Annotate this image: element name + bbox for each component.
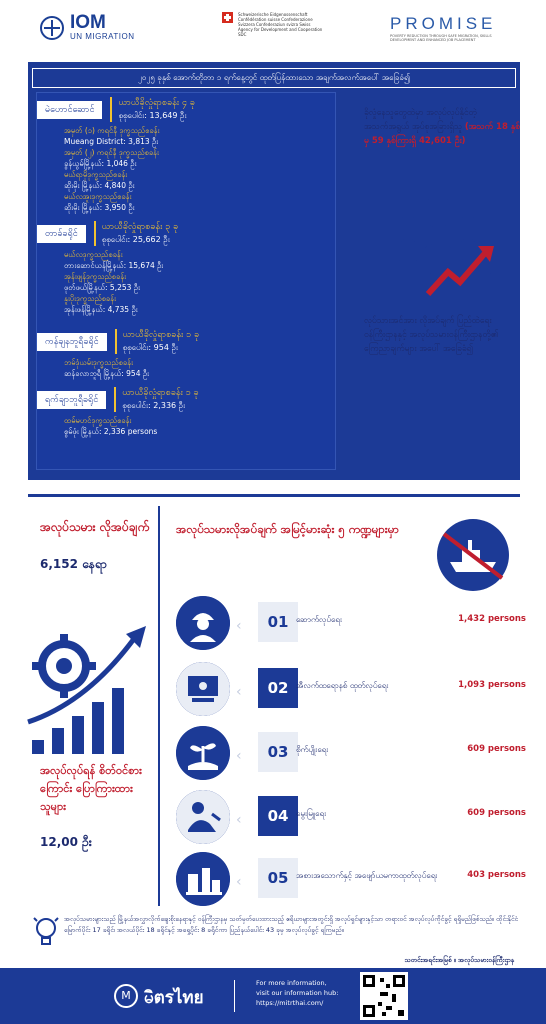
- sector-name: အီလက်ထရောနစ် ထုတ်လုပ်ရေး: [296, 681, 389, 690]
- camp-value: ဆိုးမိုး မြို့နယ်: 3,950 ဦး: [64, 203, 135, 212]
- worker-demand-title: အလုပ်သမား လိုအပ်ချက်: [40, 520, 150, 534]
- food-factory-icon: [176, 852, 230, 906]
- sector-row: [176, 852, 536, 908]
- source-text: သတင်းအရင်းအမြစ် ။ အလုပ်သမားဝန်ကြီးဌာန: [404, 956, 514, 964]
- chevron-left-icon: ‹: [236, 812, 242, 828]
- people-growth-icon: [378, 190, 498, 300]
- camp-label: မယ်ရာမိုဒုက္ခသည်စခန်း: [64, 170, 128, 179]
- region-total: စုစုပေါင်း: 25,662 ဦး: [101, 235, 170, 244]
- region-total: စုစုပေါင်း: 13,649 ဦး: [118, 111, 187, 120]
- camp-label: အမှတ် (၂) ကရင်နီ ဒုက္ခသည်စခန်း: [64, 148, 159, 157]
- interested-workers-title: အလုပ်လုပ်ရန် စိတ်ဝင်စားကြောင်း ပြောကြားထားသူများ: [40, 764, 142, 813]
- region-block: [37, 387, 337, 438]
- section-divider: [28, 494, 520, 497]
- footnote-text: အလုပ်သမားများသည် မြို့နယ်အလွှာလိုက်ချေးစိုးနေရာနှင့် ဝန်ကြီးဌာနမှ သတ်မှတ်ပေးထားသည့် ဧရိယာများအတွင်းရှိ အလုပ်ရှင်များနှင့်သာ တရားဝင် အလုပ်လုပ်ကိုင်ခွင့် ရရှိမည်ဖြစ်သည်။ ထိုင်းနိုင်ငံ မြောက်ပိုင်း 17 ခရိုင်၊ အလယ်ပိုင်း 18 ခရိုင်နှင့် အရှေ့ပိုင်း 8 ခရိုင်ကာ ပြည်နယ်ပေါင်း 43 ခုမှ အလုပ်လုပ်ခွင့် ရကြမည်။: [64, 915, 519, 934]
- livestock-worker-icon: [176, 790, 230, 844]
- sector-row: [176, 790, 536, 846]
- sector-value: 403 persons: [467, 870, 526, 880]
- region-camp-count: ယာယီခိုလှုံရာစခန်း ၄ ခု: [118, 98, 195, 108]
- iom-name: IOM: [70, 12, 106, 33]
- region-name: ရက်ချာဘူရီခရိုင်: [37, 391, 106, 409]
- footer-separator: [234, 980, 235, 1012]
- promise-logo: [390, 14, 500, 42]
- camp-value: ဖုတ်ဖယ်မြို့နယ်: 5,253 ဦး: [64, 283, 140, 292]
- sector-value: 609 persons: [467, 744, 526, 754]
- sector-number: 01: [258, 602, 298, 642]
- globe-icon: [40, 16, 64, 40]
- footnote: [32, 914, 522, 966]
- camp-label: အမှတ် (၁) ကရင်နီ ဒုက္ခသည်စခန်း: [64, 126, 160, 135]
- camp-value: စွမ်ဖုံး မြို့နယ်: 2,336 persons: [64, 427, 158, 436]
- camp-label: မယ်လဒုက္ခသည်စခန်း: [64, 250, 123, 259]
- camp-label: မယ်လအူးဒုက္ခသည်စခန်း: [64, 192, 132, 201]
- camp-panel: [36, 92, 336, 470]
- region-name: မဲဟောင်ဆောင်: [37, 101, 102, 119]
- sector-number: 05: [258, 858, 298, 898]
- region-block: [37, 221, 337, 316]
- sector-value: 1,093 persons: [458, 680, 526, 690]
- footer: [0, 968, 546, 1024]
- camp-label: နူးပိုးဒုက္ခသည်စခန်း: [64, 294, 116, 303]
- sector-title: အလုပ်သမားလိုအပ်ချက် အမြင့်မားဆုံး ၅ ကဏ္ဍများမှာ: [176, 522, 400, 536]
- footer-info-line: visit our information hub:: [256, 989, 339, 997]
- region-name: တာခ်ခရိုင်: [37, 225, 86, 243]
- lightbulb-icon: [32, 914, 60, 954]
- chevron-left-icon: ‹: [236, 874, 242, 890]
- date-banner: ၂၀၂၅ ခုနှစ် အောက်တိုဘာ ၁ ရက်နေ့တွင် ထုတ်ပြန်ထားသော အချက်အလက်အပေါ် အခြေခံ၍: [32, 68, 516, 88]
- construction-worker-icon: [176, 596, 230, 650]
- sector-row: [176, 596, 536, 652]
- camp-label: ထမ်မဟင်ဒုက္ခသည်စခန်း: [64, 416, 132, 425]
- footer-info-line: For more information,: [256, 979, 327, 987]
- sector-number: 02: [258, 668, 298, 708]
- sector-number: 03: [258, 732, 298, 772]
- camp-value: Mueang District: 3,813 ဦး: [64, 137, 159, 146]
- iom-logo: [40, 14, 135, 41]
- sector-name: မွေးမြူရေး: [296, 809, 327, 818]
- region-block: [37, 329, 337, 380]
- sector-value: 1,432 persons: [458, 614, 526, 624]
- info-hub-link[interactable]: https://mitrthai.com/: [256, 999, 324, 1007]
- sector-row: [176, 726, 536, 782]
- chevron-left-icon: ‹: [236, 748, 242, 764]
- worker-demand-value: 6,152 နေရာ: [40, 557, 107, 571]
- promise-subtitle: POVERTY REDUCTION THROUGH SAFE MIGRATION, SKILLS DEVELOPMENT AND ENHANCED JOB PLACEMENT: [390, 34, 492, 42]
- swiss-flag-icon: [222, 12, 233, 23]
- camp-label: ဘမ်ဒုံယမ်းဒုက္ခသည်စခန်း: [64, 358, 133, 367]
- gear-chart-icon: [18, 612, 158, 762]
- region-name: ကန်ချနဘူရီခရိုင်: [37, 333, 107, 351]
- region-camp-count: ယာယီခိုလှုံရာစခန်း ၁ ခု: [122, 330, 200, 340]
- footer-info: [256, 978, 338, 1008]
- camp-value: ခွန်ယွမ်မြို့နယ်: 1,046 ဦး: [64, 159, 137, 168]
- sector-row: [176, 662, 536, 718]
- region-total: စုစုပေါင်း: 954 ဦး: [122, 343, 178, 352]
- region-camp-count: ယာယီခိုလှုံရာစခန်း ၁ ခု: [122, 388, 199, 398]
- sector-name: အစားအသောက်နှင့် အဖျော်ယမကာထုတ်လုပ်ရေး: [296, 871, 438, 880]
- camp-value: အုန်းဖန်မြို့နယ်: 4,735 ဦး: [64, 305, 138, 314]
- brand-name: မิตรไทย: [144, 988, 204, 1008]
- sector-value: 609 persons: [467, 808, 526, 818]
- chevron-left-icon: ‹: [236, 618, 242, 634]
- sector-number: 04: [258, 796, 298, 836]
- promise-name: PROMISE: [390, 14, 497, 33]
- no-fishing-boat-icon: [436, 518, 510, 592]
- sector-name: စိုက်ပျိုးရေး: [296, 745, 329, 754]
- region-block: [37, 97, 337, 214]
- camp-label: အုန်းဖျန်ဒုက္ခသည်စခန်း: [64, 272, 126, 281]
- iom-subtitle: UN MIGRATION: [70, 32, 135, 41]
- working-age-main: ခိုလှုံနေသူတွေထဲမှာ အလုပ်လုပ်နိုင်တဲ့ အသက်အရွယ် အုပ်စုအခြားရှိသူ: [364, 108, 477, 132]
- swiss-text: Schweizerische Eidgenossenschaft Confédération suisse Confederazione Svizzera Confederaziun svizra Swiss Agency for Development and Cooperation SDC: [238, 12, 323, 37]
- swiss-logo: [222, 12, 326, 37]
- header: [0, 0, 546, 58]
- plant-hand-icon: [176, 726, 230, 780]
- working-age-highlight: (အသက် 18 နှစ်မှ 59 နှစ်ကြားရှိ 42,601 ဦး): [364, 122, 521, 146]
- working-age-text: [364, 106, 524, 148]
- sector-name: ဆောက်လုပ်ရေး: [296, 615, 342, 624]
- interested-workers-value: 12,00 ဦး: [40, 835, 92, 849]
- camp-value: ဆန်ခလာဘူရီ မြို့နယ်: 954 ဦး: [64, 369, 149, 378]
- mitr-logo-icon: M: [114, 984, 138, 1008]
- electronics-icon: [176, 662, 230, 716]
- camp-value: ဆိုးမိုး မြို့နယ်: 4,840 ဦး: [64, 181, 135, 190]
- chevron-left-icon: ‹: [236, 684, 242, 700]
- demand-source-text: လုပ်သားအင်အား လိုအပ်ချက် ပြည်ထဲရေးဝန်ကြီးဌာနနှင့် အလုပ်သမားဝန်ကြီးဌာနတို့၏ ကြေညာချက်များ အပေါ် အခြေခံ၍: [364, 316, 499, 354]
- region-camp-count: ယာယီခိုလှုံရာစခန်း ၃ ခု: [101, 222, 179, 232]
- camp-value: တားဆောင်ယန်မြို့နယ်: 15,674 ဦး: [64, 261, 164, 270]
- region-total: စုစုပေါင်း: 2,336 ဦး: [122, 401, 186, 410]
- qr-code-icon[interactable]: [360, 972, 408, 1020]
- column-divider: [158, 506, 160, 906]
